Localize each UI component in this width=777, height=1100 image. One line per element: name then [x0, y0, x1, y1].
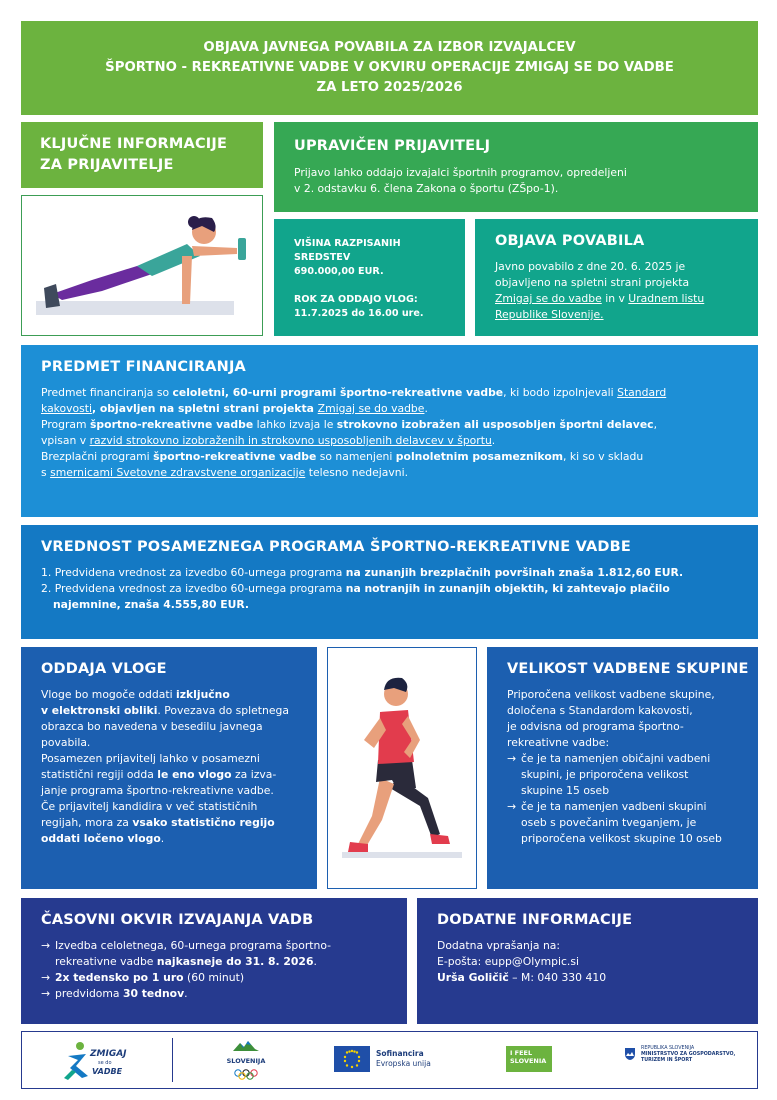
i-feel-slovenia-logo: [506, 1046, 552, 1072]
submission-line-8: Če prijavitelj kandidira v več statističnih: [41, 800, 258, 813]
header-line-3: ZA LETO 2025/2026: [316, 80, 463, 95]
submission-line-9: regijah, mora za vsako statistično regijo: [41, 816, 275, 829]
slovenia-coat-of-arms-icon: [625, 1048, 635, 1060]
ifeel-logo-text-1: I FEEL: [510, 1049, 533, 1057]
subject-box: [21, 345, 758, 517]
zmigaj-logo-text-3: VADBE: [92, 1067, 123, 1076]
timeframe-item-1: → Izvedba celoletnega, 60-urnega programa športno- rekreativne vadbe najkasneje do 31. 8. 2026.: [41, 938, 407, 970]
footer-logos: [21, 1031, 758, 1089]
submission-line-2: v elektronski obliki. Povezava do spletnega: [41, 704, 289, 717]
link-zmigaj-se-do-vadbe[interactable]: Zmigaj se do vadbe: [495, 292, 602, 305]
link-republike-slovenije[interactable]: Republike Slovenije.: [495, 308, 604, 321]
ministry-logo-text-1: REPUBLIKA SLOVENIJA: [641, 1046, 695, 1051]
publication-text-1: Javno povabilo z dne 20. 6. 2025 je: [495, 260, 686, 273]
submission-line-10: oddati ločeno vlogo.: [41, 832, 165, 845]
timeframe-box: [21, 898, 407, 1024]
subject-p1-line2: kakovosti, objavljen na spletni strani projekta Zmigaj se do vadbe.: [41, 402, 428, 415]
group-size-title: VELIKOST VADBENE SKUPINE: [507, 661, 749, 677]
link-razvid[interactable]: razvid strokovno izobraženih in strokovno usposobljenih delavcev v športu: [89, 434, 492, 447]
link-kakovosti[interactable]: kakovosti: [41, 402, 93, 415]
ministry-logo: [625, 1046, 755, 1076]
program-value-title: VREDNOST POSAMEZNEGA PROGRAMA ŠPORTNO-REKREATIVNE VADBE: [41, 539, 632, 555]
eu-flag-icon: [334, 1046, 370, 1072]
deadline-value: 11.7.2025 do 16.00 ure.: [294, 308, 424, 319]
plank-illustration: [21, 195, 263, 336]
link-uradni-list[interactable]: Uradnem listu: [628, 292, 705, 305]
additional-line-1: Dodatna vprašanja na:: [437, 939, 561, 952]
submission-line-1: Vloge bo mogoče oddati izključno: [41, 688, 230, 701]
subject-p1-line1: Predmet financiranja so celoletni, 60-urni programi športno-rekreativne vadbe, ki bodo izpolnjevali Standard: [41, 386, 667, 399]
link-standard[interactable]: Standard: [617, 386, 667, 399]
olympic-logo-text: SLOVENIJA: [226, 1057, 266, 1065]
submission-line-5: Posamezen prijavitelj lahko v posamezni: [41, 752, 260, 765]
subject-title: PREDMET FINANCIRANJA: [41, 359, 246, 375]
ifeel-logo-text-2: SLOVENIA: [510, 1057, 547, 1065]
funds-amount: 690.000,00 EUR.: [294, 266, 384, 277]
subject-p2-line1: Program športno-rekreativne vadbe lahko izvaja le strokovno izobražen ali usposobljen športni delavec,: [41, 418, 658, 431]
group-bullets: [507, 751, 758, 847]
header-line-2: ŠPORTNO - REKREATIVNE VADBE V OKVIRU OPERACIJE ZMIGAJ SE DO VADBE: [105, 60, 674, 75]
group-bullet-1: → če je ta namenjen običajni vadbeni skupini, je priporočena velikost skupine 15 oseb: [507, 751, 758, 799]
subject-p3-line1: Brezplačni programi športno-rekreativne vadbe so namenjeni polnoletnim posameznikom, ki so v skladu: [41, 450, 644, 463]
submission-line-7: janje programa športno-rekreativne vadbe.: [41, 784, 274, 797]
group-line-3: je odvisna od programa športno-: [507, 720, 684, 733]
funds-label-1: VIŠINA RAZPISANIH: [294, 238, 401, 249]
eu-logo-text-1: Sofinancira: [376, 1049, 424, 1058]
key-info-box: [21, 122, 263, 188]
timeframe-item-3: → predvidoma 30 tednov.: [41, 986, 407, 1002]
additional-info-box: [417, 898, 758, 1024]
group-line-4: rekreativne vadbe:: [507, 736, 610, 749]
link-smernice-who[interactable]: smernicami Svetovne zdravstvene organizacije: [50, 466, 306, 479]
funds-label-2: SREDSTEV: [294, 252, 351, 263]
publication-box: [475, 219, 758, 336]
value-item-2-line2: najemnine, znaša 4.555,80 EUR.: [53, 598, 250, 611]
zmigaj-logo-text-2: se do: [98, 1060, 112, 1066]
publication-title: OBJAVA POVABILA: [495, 233, 645, 249]
ministry-logo-text-3: TURIZEM IN ŠPORT: [641, 1058, 693, 1063]
eu-logo-text-2: Evropska unija: [376, 1059, 431, 1068]
olympic-committee-logo: [218, 1038, 274, 1084]
zmigaj-logo-text-1: ZMIGAJ: [90, 1049, 127, 1059]
subject-p3-line2: s smernicami Svetovne zdravstvene organizacije telesno nedejavni.: [41, 466, 408, 479]
olympic-rings-icon: [231, 1068, 261, 1080]
group-line-2: določena s Standardom kakovosti,: [507, 704, 693, 717]
timeframe-title: ČASOVNI OKVIR IZVAJANJA VADB: [41, 912, 314, 928]
eligible-applicant-box: [274, 122, 758, 212]
group-line-1: Priporočena velikost vadbene skupine,: [507, 688, 715, 701]
group-size-box: [487, 647, 758, 889]
value-item-1: 1. Predvidena vrednost za izvedbo 60-urnega programa na zunanjih brezplačnih površinah znaša 1.812,60 EUR.: [41, 566, 684, 579]
funds-box: [274, 219, 465, 336]
submission-line-4: povabila.: [41, 736, 91, 749]
timeframe-list: [41, 938, 407, 1002]
deadline-label: ROK ZA ODDAJO VLOG:: [294, 294, 418, 305]
link-zmigaj-se-do-vadbe-2[interactable]: Zmigaj se do vadbe: [317, 402, 425, 415]
eligible-text-1: Prijavo lahko oddajo izvajalci športnih programov, opredeljeni: [294, 166, 627, 179]
footer-divider: [172, 1038, 173, 1082]
header-banner: [21, 21, 758, 115]
additional-info-title: DODATNE INFORMACIJE: [437, 912, 633, 928]
submission-line-6: statistični regiji odda le eno vlogo za izva-: [41, 768, 277, 781]
publication-text-2: objavljeno na spletni strani projekta: [495, 276, 690, 289]
eu-cofunded-logo: [334, 1046, 454, 1076]
additional-email[interactable]: E-pošta: eupp@Olympic.si: [437, 955, 579, 968]
ministry-logo-text-2: MINISTRSTVO ZA GOSPODARSTVO,: [641, 1052, 736, 1057]
submission-title: ODDAJA VLOGE: [41, 661, 167, 677]
publication-text-4: [495, 307, 758, 323]
submission-line-3: obrazca bo navedena v besedilu javnega: [41, 720, 263, 733]
timeframe-item-2: → 2x tedensko po 1 uro (60 minut): [41, 970, 407, 986]
key-info-title-2: ZA PRIJAVITELJE: [40, 157, 174, 173]
runner-illustration: [327, 647, 477, 889]
key-info-title-1: KLJUČNE INFORMACIJE: [40, 136, 228, 152]
eligible-title: UPRAVIČEN PRIJAVITELJ: [294, 138, 491, 154]
value-item-2-line1: 2. Predvidena vrednost za izvedbo 60-urnega programa na notranjih in zunanjih objektih, ki zahtevajo plačilo: [41, 582, 670, 595]
publication-text-3: Zmigaj se do vadbe in v Uradnem listu: [495, 292, 705, 305]
group-bullet-2: → če je ta namenjen vadbeni skupini oseb s povečanim tveganjem, je priporočena velikost skupine 10 oseb: [507, 799, 758, 847]
eligible-text-2: v 2. odstavku 6. člena Zakona o športu (ZŠpo-1).: [294, 182, 559, 195]
program-value-box: [21, 525, 758, 639]
additional-contact: Urša Goličič – M: 040 330 410: [437, 971, 607, 984]
subject-p2-line2: vpisan v razvid strokovno izobraženih in strokovno usposobljenih delavcev v športu.: [41, 434, 496, 447]
header-line-1: OBJAVA JAVNEGA POVABILA ZA IZBOR IZVAJALCEV: [203, 40, 576, 55]
zmigaj-logo: [62, 1040, 152, 1080]
submission-box: [21, 647, 317, 889]
